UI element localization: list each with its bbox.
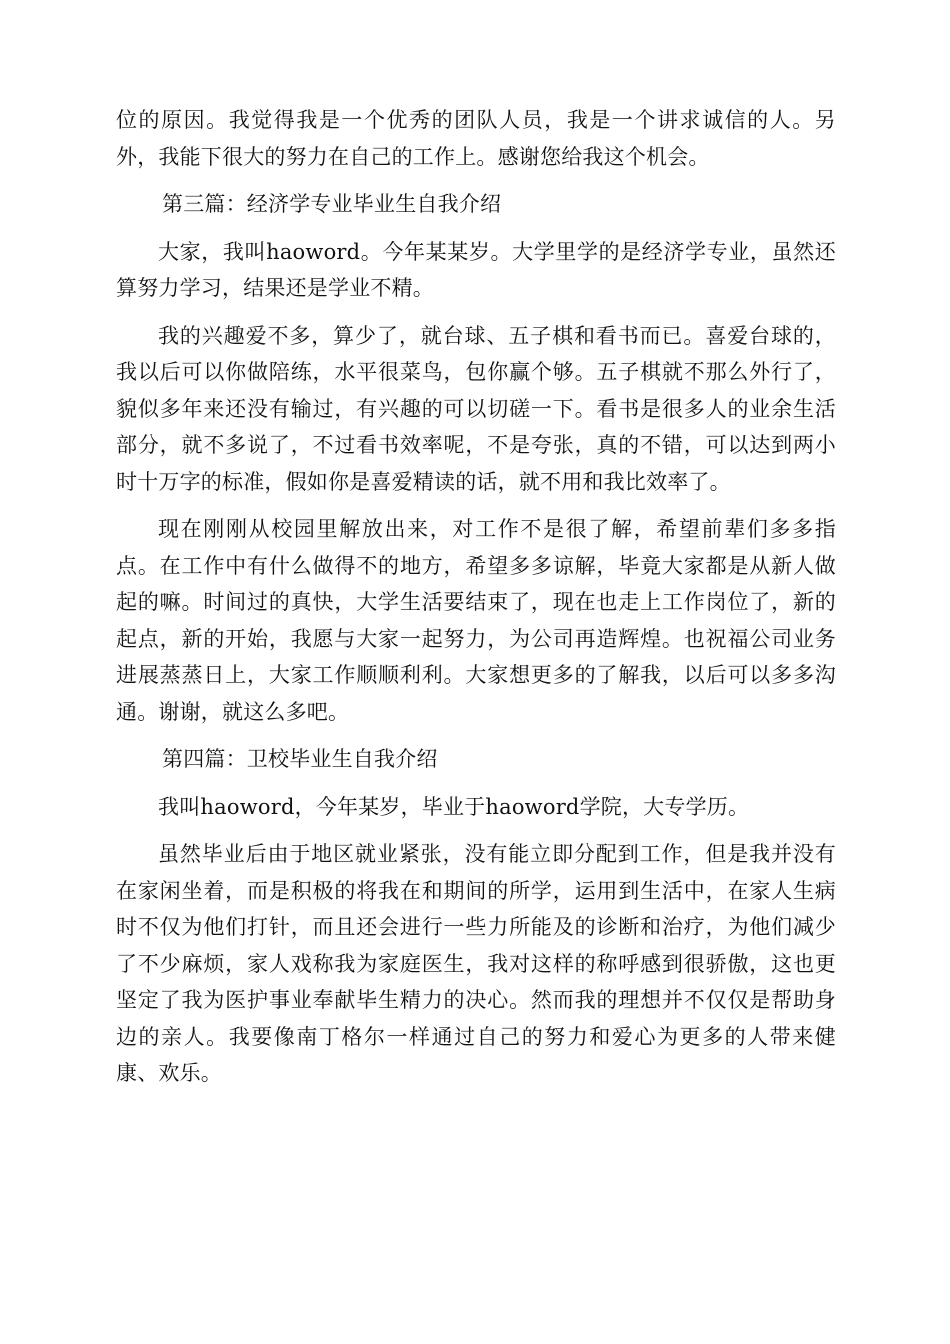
section-3-paragraph-2: 我的兴趣爱不多，算少了，就台球、五子棋和看书而已。喜爱台球的，我以后可以你做陪练，水平很菜鸟，包你赢个够。五子棋就不那么外行了，貌似多年来还没有输过，有兴趣的可以切磋一下。看书是很多人的业余生活部分，就不多说了，不过看书效率呢，不是夸张，真的不错，可以达到两小时十万字的标准，假如你是喜爱精读的话，就不用和我比效率了。 bbox=[116, 323, 836, 494]
section-4-paragraph-1: 我叫haoword，今年某岁，毕业于haoword学院，大专学历。 bbox=[158, 794, 750, 819]
intro-paragraph: 位的原因。我觉得我是一个优秀的团队人员，我是一个讲求诚信的人。另外，我能下很大的努力在自己的工作上。感谢您给我这个机会。 bbox=[116, 108, 836, 169]
section-3-paragraph-1: 大家，我叫haoword。今年某某岁。大学里学的是经济学专业，虽然还算努力学习，结果还是学业不精。 bbox=[116, 239, 836, 300]
section-3-paragraph-3: 现在刚刚从校园里解放出来，对工作不是很了解，希望前辈们多多指点。在工作中有什么做得不的地方，希望多多谅解，毕竟大家都是从新人做起的嘛。时间过的真快，大学生活要结束了，现在也走上工作岗位了，新的起点，新的开始，我愿与大家一起努力，为公司再造辉煌。也祝福公司业务进展蒸蒸日上，大家工作顺顺利利。大家想更多的了解我，以后可以多多沟通。谢谢，就这么多吧。 bbox=[116, 517, 836, 724]
section-4-heading: 第四篇：卫校毕业生自我介绍 bbox=[162, 747, 438, 771]
section-4-paragraph-2: 虽然毕业后由于地区就业紧张，没有能立即分配到工作，但是我并没有在家闲坐着，而是积极的将我在和期间的所学，运用到生活中，在家人生病时不仅为他们打针，而且还会进行一些力所能及的诊断和治疗，为他们减少了不少麻烦，家人戏称我为家庭医生，我对这样的称呼感到很骄傲，这也更坚定了我为医护事业奉献毕生精力的决心。然而我的理想并不仅仅是帮助身边的亲人。我要像南丁格尔一样通过自己的努力和爱心为更多的人带来健康、欢乐。 bbox=[116, 842, 836, 1085]
document-page bbox=[116, 102, 836, 1103]
section-3-heading: 第三篇：经济学专业毕业生自我介绍 bbox=[162, 192, 502, 216]
